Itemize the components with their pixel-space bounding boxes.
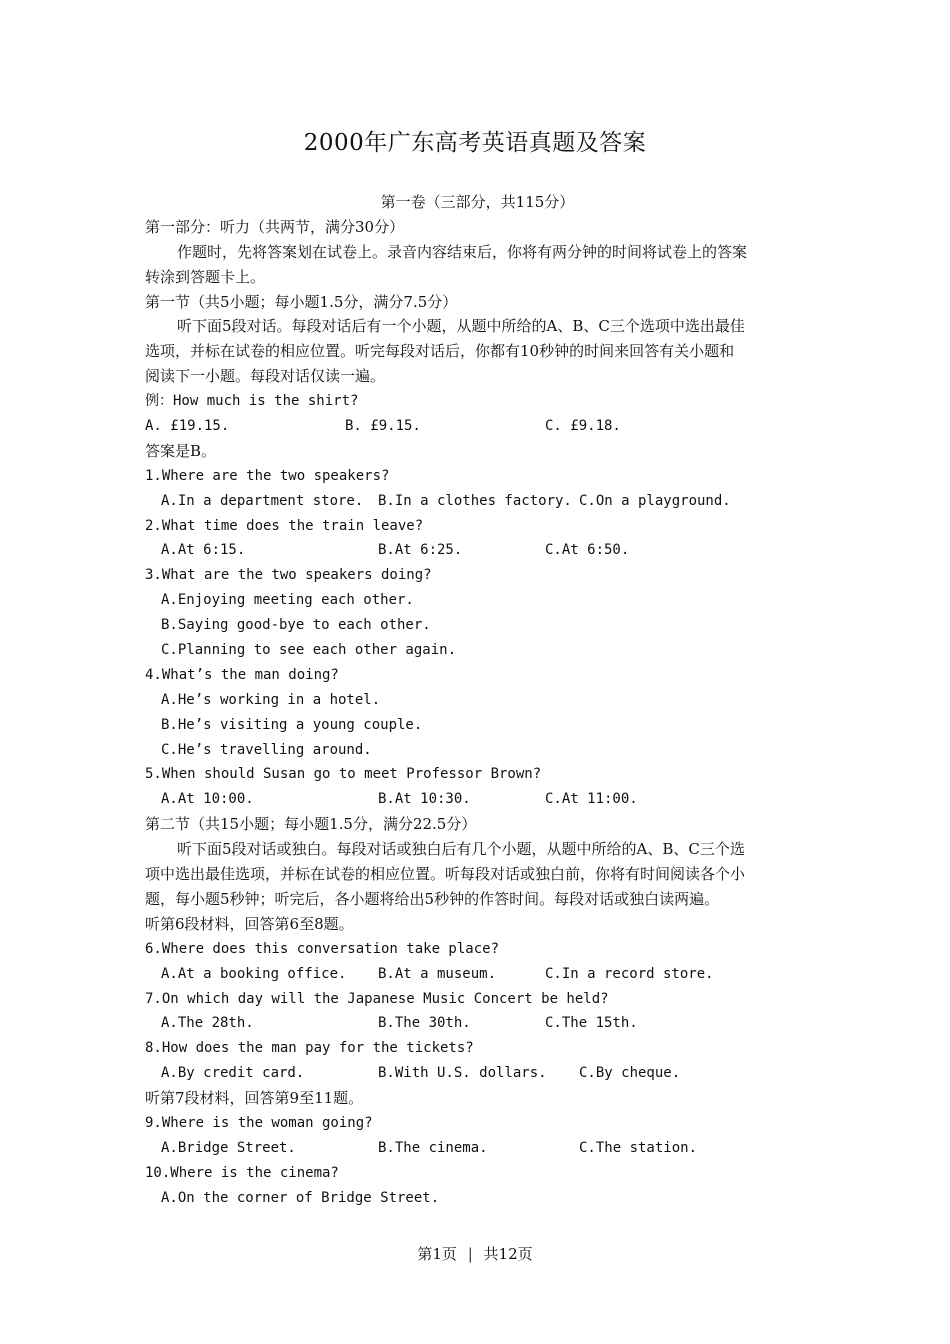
question-4: 4.What’s the man doing? (145, 666, 339, 683)
option-c: C.In a record store. (545, 965, 714, 982)
question-9-options (145, 1136, 810, 1161)
question-7-options (145, 1011, 810, 1036)
question-5: 5.When should Susan go to meet Professor Brown? (145, 766, 542, 783)
part1-intro-line: 作题时，先将答案划在试卷上。录音内容结束后，你将有两分钟的时间将试卷上的答案 (177, 242, 748, 261)
section2-instruction-line: 项中选出最佳选项，并标在试卷的相应位置。听每段对话或独白前，你将有时间阅读各个小 (145, 865, 746, 884)
option-b: B.Saying good-bye to each other. (161, 617, 431, 634)
section2-instruction-line: 题，每小题5秒钟；听完后，各小题将给出5秒钟的作答时间。每段对话或独白读两遍。 (145, 889, 720, 908)
option-c: C.Planning to see each other again. (161, 642, 457, 659)
question-1: 1.Where are the two speakers? (145, 467, 390, 484)
material-7-label: 听第7段材料，回答第9至11题。 (145, 1089, 364, 1108)
section2-heading: 第二节（共15小题；每小题1.5分，满分22.5分） (145, 815, 477, 834)
option-c: C.He’s travelling around. (161, 741, 372, 758)
question-9: 9.Where is the woman going? (145, 1114, 373, 1131)
option-b: B.He’s visiting a young couple. (161, 716, 423, 733)
option-a: A.The 28th. (161, 1015, 254, 1032)
question-7: 7.On which day will the Japanese Music Concert be held? (145, 990, 609, 1007)
section1-heading: 第一节（共5小题；每小题1.5分，满分7.5分） (145, 292, 458, 311)
option-c: C.At 11:00. (545, 791, 638, 808)
footer-separator: | (467, 1245, 473, 1263)
option-b: B.At 10:30. (378, 791, 471, 808)
question-8-options (145, 1061, 810, 1086)
section1-instruction-line: 听下面5段对话。每段对话后有一个小题，从题中所给的A、B、C三个选项中选出最佳 (177, 317, 745, 336)
question-3: 3.What are the two speakers doing? (145, 567, 432, 584)
question-10: 10.Where is the cinema? (145, 1164, 339, 1181)
page-title: 2000年广东高考英语真题及答案 (303, 130, 647, 156)
option-c: C.At 6:50. (545, 542, 630, 559)
question-5-options (145, 787, 810, 812)
question-2-options (145, 538, 810, 563)
document-body (145, 190, 810, 1211)
option-a: A.He’s working in a hotel. (161, 691, 381, 708)
question-8: 8.How does the man pay for the tickets? (145, 1040, 474, 1057)
section1-instruction-line: 阅读下一小题。每段对话仅读一遍。 (145, 367, 386, 386)
option-a: A.On the corner of Bridge Street. (161, 1189, 440, 1206)
option-a: A.Enjoying meeting each other. (161, 592, 414, 609)
option-a: A.Bridge Street. (161, 1139, 296, 1156)
option-a: A.At 6:15. (161, 542, 246, 559)
question-6: 6.Where does this conversation take place? (145, 940, 500, 957)
option-b: B.The cinema. (378, 1139, 488, 1156)
material-6-label: 听第6段材料，回答第6至8题。 (145, 914, 354, 933)
example-options (145, 414, 810, 439)
example-answer: 答案是B。 (145, 441, 217, 460)
option-a: A.In a department store. (161, 492, 364, 509)
section1-instruction-line: 选项，并标在试卷的相应位置。听完每段对话后，你都有10秒钟的时间来回答有关小题和 (145, 342, 735, 361)
option-a: A.At 10:00. (161, 791, 254, 808)
option-b: B.At a museum. (378, 965, 497, 982)
option-a: A.By credit card. (161, 1065, 305, 1082)
volume-heading: 第一卷（三部分，共115分） (380, 193, 575, 211)
option-b: B.In a clothes factory. (378, 492, 572, 509)
page-footer (0, 1243, 950, 1264)
option-b: B.At 6:25. (378, 542, 463, 559)
option-c: C.By cheque. (579, 1065, 681, 1082)
option-c: C.The station. (579, 1139, 698, 1156)
question-1-options (145, 489, 810, 514)
part1-intro-line: 转涂到答题卡上。 (145, 267, 266, 286)
option-b: B.With U.S. dollars. (378, 1065, 547, 1082)
section2-instruction-line: 听下面5段对话或独白。每段对话或独白后有几个小题，从题中所给的A、B、C三个选 (177, 840, 745, 859)
page-number: 第1页 (417, 1245, 457, 1263)
option-a: A. £19.15. (145, 418, 230, 435)
option-c: C. £9.18. (545, 418, 621, 435)
question-6-options (145, 962, 810, 987)
question-2: 2.What time does the train leave? (145, 517, 424, 534)
part1-heading: 第一部分：听力（共两节，满分30分） (145, 217, 405, 236)
example-question: 例：How much is the shirt? (145, 393, 359, 410)
option-b: B. £9.15. (345, 418, 421, 435)
option-b: B.The 30th. (378, 1015, 471, 1032)
option-a: A.At a booking office. (161, 965, 347, 982)
page-total: 共12页 (483, 1245, 533, 1263)
option-c: C.The 15th. (545, 1015, 638, 1032)
option-c: C.On a playground. (579, 492, 731, 509)
